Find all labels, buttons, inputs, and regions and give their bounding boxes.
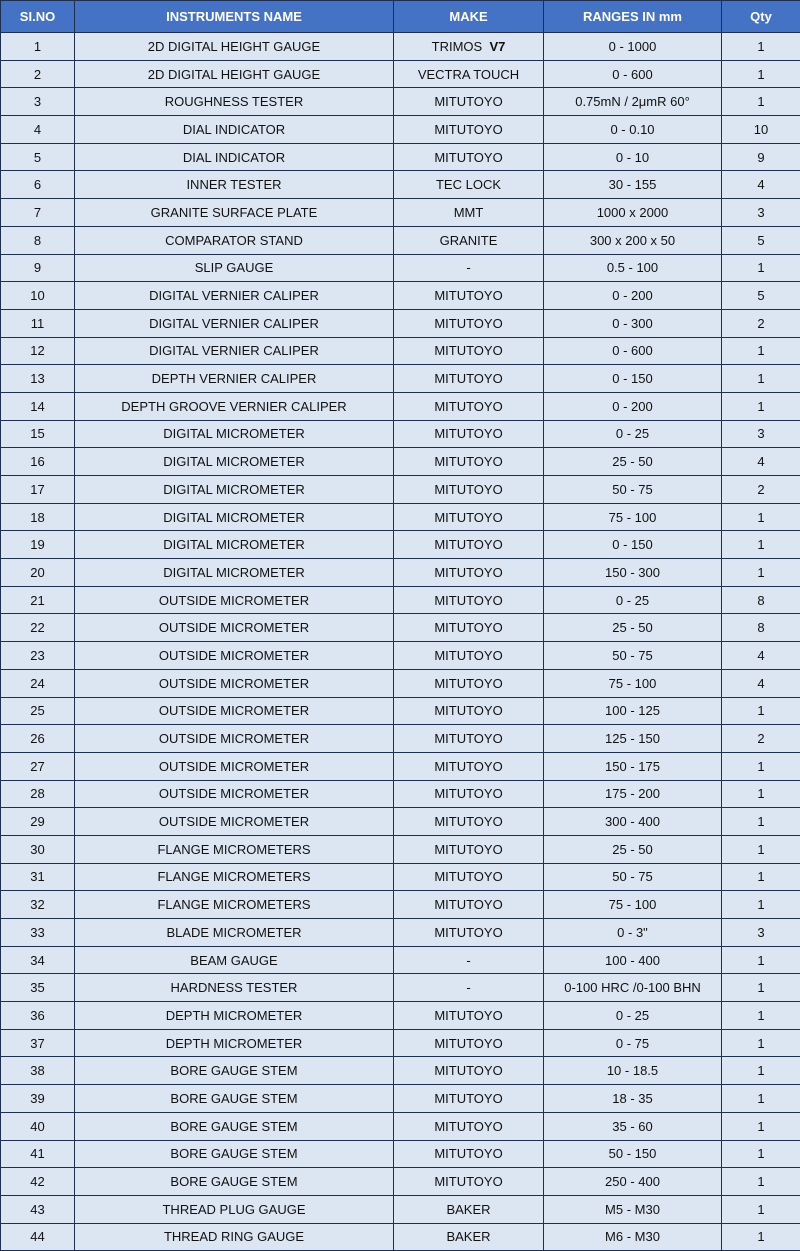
cell-range: 50 - 75 — [544, 476, 722, 504]
cell-make: BAKER — [394, 1195, 544, 1223]
cell-instrument-name: OUTSIDE MICROMETER — [75, 586, 394, 614]
table-row — [1, 365, 800, 393]
header-instruments-name: INSTRUMENTS NAME — [75, 1, 394, 33]
cell-qty: 1 — [722, 891, 800, 919]
cell-range: 175 - 200 — [544, 780, 722, 808]
cell-si-no: 17 — [1, 476, 75, 504]
cell-range: 0 - 10 — [544, 143, 722, 171]
cell-qty: 1 — [722, 1029, 800, 1057]
cell-instrument-name: OUTSIDE MICROMETER — [75, 669, 394, 697]
cell-instrument-name: OUTSIDE MICROMETER — [75, 780, 394, 808]
cell-make: VECTRA TOUCH — [394, 60, 544, 88]
cell-range: 0.5 - 100 — [544, 254, 722, 282]
cell-range: 0 - 25 — [544, 586, 722, 614]
cell-range: 0.75mN / 2μmR 60° — [544, 88, 722, 116]
table-row — [1, 448, 800, 476]
cell-qty: 1 — [722, 863, 800, 891]
table-row — [1, 337, 800, 365]
cell-si-no: 33 — [1, 919, 75, 947]
cell-make: MITUTOYO — [394, 392, 544, 420]
cell-qty: 3 — [722, 420, 800, 448]
cell-si-no: 26 — [1, 725, 75, 753]
cell-qty: 3 — [722, 199, 800, 227]
table-row — [1, 254, 800, 282]
table-row — [1, 226, 800, 254]
cell-instrument-name: DIGITAL MICROMETER — [75, 503, 394, 531]
table-row — [1, 392, 800, 420]
table-row — [1, 974, 800, 1002]
cell-qty: 1 — [722, 1085, 800, 1113]
cell-range: 25 - 50 — [544, 614, 722, 642]
cell-si-no: 31 — [1, 863, 75, 891]
cell-make: MITUTOYO — [394, 531, 544, 559]
table-row — [1, 835, 800, 863]
cell-range: 18 - 35 — [544, 1085, 722, 1113]
cell-si-no: 25 — [1, 697, 75, 725]
table-body — [1, 33, 800, 1251]
cell-si-no: 10 — [1, 282, 75, 310]
cell-instrument-name: OUTSIDE MICROMETER — [75, 642, 394, 670]
cell-qty: 1 — [722, 337, 800, 365]
cell-make: GRANITE — [394, 226, 544, 254]
table-row — [1, 1002, 800, 1030]
table-row — [1, 891, 800, 919]
cell-si-no: 12 — [1, 337, 75, 365]
cell-range: 25 - 50 — [544, 835, 722, 863]
cell-instrument-name: HARDNESS TESTER — [75, 974, 394, 1002]
cell-make: MITUTOYO — [394, 116, 544, 144]
cell-qty: 1 — [722, 1112, 800, 1140]
cell-range: 0-100 HRC /0-100 BHN — [544, 974, 722, 1002]
table-row — [1, 697, 800, 725]
cell-si-no: 30 — [1, 835, 75, 863]
table-row — [1, 1057, 800, 1085]
cell-instrument-name: SLIP GAUGE — [75, 254, 394, 282]
cell-make: MITUTOYO — [394, 1140, 544, 1168]
cell-qty: 1 — [722, 974, 800, 1002]
cell-make: MITUTOYO — [394, 697, 544, 725]
cell-instrument-name: DIGITAL VERNIER CALIPER — [75, 309, 394, 337]
cell-si-no: 4 — [1, 116, 75, 144]
cell-si-no: 27 — [1, 752, 75, 780]
cell-range: 75 - 100 — [544, 669, 722, 697]
cell-make: MITUTOYO — [394, 559, 544, 587]
cell-instrument-name: THREAD RING GAUGE — [75, 1223, 394, 1251]
cell-qty: 3 — [722, 919, 800, 947]
cell-range: 50 - 75 — [544, 863, 722, 891]
cell-qty: 1 — [722, 392, 800, 420]
cell-si-no: 24 — [1, 669, 75, 697]
cell-instrument-name: DEPTH MICROMETER — [75, 1029, 394, 1057]
cell-si-no: 8 — [1, 226, 75, 254]
cell-instrument-name: INNER TESTER — [75, 171, 394, 199]
cell-si-no: 13 — [1, 365, 75, 393]
cell-instrument-name: BLADE MICROMETER — [75, 919, 394, 947]
cell-si-no: 9 — [1, 254, 75, 282]
cell-instrument-name: BORE GAUGE STEM — [75, 1085, 394, 1113]
header-row — [1, 1, 800, 33]
cell-qty: 4 — [722, 642, 800, 670]
cell-instrument-name: ROUGHNESS TESTER — [75, 88, 394, 116]
table-row — [1, 531, 800, 559]
cell-instrument-name: FLANGE MICROMETERS — [75, 891, 394, 919]
cell-range: 300 - 400 — [544, 808, 722, 836]
cell-si-no: 7 — [1, 199, 75, 227]
cell-qty: 1 — [722, 531, 800, 559]
cell-si-no: 43 — [1, 1195, 75, 1223]
cell-si-no: 29 — [1, 808, 75, 836]
cell-si-no: 40 — [1, 1112, 75, 1140]
cell-make: MITUTOYO — [394, 835, 544, 863]
cell-instrument-name: GRANITE SURFACE PLATE — [75, 199, 394, 227]
cell-instrument-name: OUTSIDE MICROMETER — [75, 752, 394, 780]
cell-instrument-name: BORE GAUGE STEM — [75, 1112, 394, 1140]
cell-qty: 8 — [722, 614, 800, 642]
cell-qty: 1 — [722, 780, 800, 808]
cell-make: MITUTOYO — [394, 1085, 544, 1113]
table-row — [1, 171, 800, 199]
cell-instrument-name: OUTSIDE MICROMETER — [75, 725, 394, 753]
cell-make: MITUTOYO — [394, 1029, 544, 1057]
cell-si-no: 21 — [1, 586, 75, 614]
cell-si-no: 34 — [1, 946, 75, 974]
cell-instrument-name: THREAD PLUG GAUGE — [75, 1195, 394, 1223]
table-row — [1, 669, 800, 697]
cell-qty: 1 — [722, 1140, 800, 1168]
table-row — [1, 60, 800, 88]
cell-qty: 5 — [722, 226, 800, 254]
table-row — [1, 503, 800, 531]
table-row — [1, 1085, 800, 1113]
cell-si-no: 37 — [1, 1029, 75, 1057]
cell-make: MITUTOYO — [394, 780, 544, 808]
cell-si-no: 19 — [1, 531, 75, 559]
cell-qty: 1 — [722, 946, 800, 974]
cell-range: 150 - 175 — [544, 752, 722, 780]
cell-instrument-name: DIGITAL MICROMETER — [75, 448, 394, 476]
cell-instrument-name: DIGITAL VERNIER CALIPER — [75, 337, 394, 365]
cell-instrument-name: OUTSIDE MICROMETER — [75, 697, 394, 725]
table-row — [1, 863, 800, 891]
table-row — [1, 1029, 800, 1057]
cell-qty: 4 — [722, 669, 800, 697]
table-row — [1, 282, 800, 310]
cell-make: MITUTOYO — [394, 586, 544, 614]
cell-instrument-name: DIGITAL MICROMETER — [75, 559, 394, 587]
cell-qty: 1 — [722, 1057, 800, 1085]
cell-make: - — [394, 974, 544, 1002]
cell-qty: 2 — [722, 725, 800, 753]
cell-si-no: 3 — [1, 88, 75, 116]
cell-range: 0 - 300 — [544, 309, 722, 337]
cell-qty: 4 — [722, 448, 800, 476]
cell-range: 150 - 300 — [544, 559, 722, 587]
cell-range: M5 - M30 — [544, 1195, 722, 1223]
table-row — [1, 614, 800, 642]
cell-make: MITUTOYO — [394, 863, 544, 891]
header-ranges: RANGES IN mm — [544, 1, 722, 33]
cell-si-no: 18 — [1, 503, 75, 531]
cell-make: MITUTOYO — [394, 1002, 544, 1030]
cell-instrument-name: 2D DIGITAL HEIGHT GAUGE — [75, 33, 394, 61]
table-row — [1, 143, 800, 171]
cell-range: 0 - 600 — [544, 337, 722, 365]
cell-range: 250 - 400 — [544, 1168, 722, 1196]
cell-range: 50 - 150 — [544, 1140, 722, 1168]
cell-qty: 1 — [722, 835, 800, 863]
table-row — [1, 752, 800, 780]
cell-make: MITUTOYO — [394, 309, 544, 337]
header-si-no: SI.NO — [1, 1, 75, 33]
cell-si-no: 23 — [1, 642, 75, 670]
table-row — [1, 476, 800, 504]
model-label: V7 — [489, 38, 506, 54]
cell-instrument-name: DEPTH GROOVE VERNIER CALIPER — [75, 392, 394, 420]
cell-instrument-name: DEPTH VERNIER CALIPER — [75, 365, 394, 393]
cell-make: MITUTOYO — [394, 420, 544, 448]
cell-instrument-name: DIGITAL VERNIER CALIPER — [75, 282, 394, 310]
cell-range: 10 - 18.5 — [544, 1057, 722, 1085]
cell-make: MITUTOYO — [394, 1057, 544, 1085]
cell-range: 25 - 50 — [544, 448, 722, 476]
table-row — [1, 808, 800, 836]
table-row — [1, 725, 800, 753]
cell-qty: 10 — [722, 116, 800, 144]
table-row — [1, 88, 800, 116]
cell-range: 0 - 75 — [544, 1029, 722, 1057]
cell-range: 35 - 60 — [544, 1112, 722, 1140]
cell-si-no: 20 — [1, 559, 75, 587]
header-qty: Qty — [722, 1, 800, 33]
cell-make: MITUTOYO — [394, 503, 544, 531]
table-row — [1, 559, 800, 587]
cell-si-no: 44 — [1, 1223, 75, 1251]
cell-range: 0 - 200 — [544, 282, 722, 310]
cell-qty: 1 — [722, 808, 800, 836]
cell-make: MITUTOYO — [394, 143, 544, 171]
table-row — [1, 420, 800, 448]
cell-qty: 1 — [722, 365, 800, 393]
cell-si-no: 28 — [1, 780, 75, 808]
cell-make: MMT — [394, 199, 544, 227]
cell-make: MITUTOYO — [394, 642, 544, 670]
cell-instrument-name: DIAL INDICATOR — [75, 143, 394, 171]
cell-si-no: 42 — [1, 1168, 75, 1196]
cell-make — [394, 33, 544, 61]
header-make: MAKE — [394, 1, 544, 33]
cell-qty: 1 — [722, 559, 800, 587]
cell-qty: 1 — [722, 60, 800, 88]
cell-si-no: 1 — [1, 33, 75, 61]
cell-make: MITUTOYO — [394, 891, 544, 919]
cell-qty: 5 — [722, 282, 800, 310]
cell-si-no: 38 — [1, 1057, 75, 1085]
cell-range: 100 - 400 — [544, 946, 722, 974]
cell-instrument-name: BORE GAUGE STEM — [75, 1057, 394, 1085]
cell-instrument-name: DIGITAL MICROMETER — [75, 531, 394, 559]
cell-si-no: 11 — [1, 309, 75, 337]
cell-qty: 9 — [722, 143, 800, 171]
cell-make: - — [394, 946, 544, 974]
cell-make: MITUTOYO — [394, 365, 544, 393]
cell-qty: 2 — [722, 476, 800, 504]
table-row — [1, 33, 800, 61]
table-row — [1, 116, 800, 144]
cell-make: MITUTOYO — [394, 919, 544, 947]
cell-range: 0 - 200 — [544, 392, 722, 420]
cell-make: MITUTOYO — [394, 752, 544, 780]
cell-instrument-name: BEAM GAUGE — [75, 946, 394, 974]
table-row — [1, 780, 800, 808]
cell-si-no: 15 — [1, 420, 75, 448]
cell-range: 0 - 25 — [544, 1002, 722, 1030]
cell-make: BAKER — [394, 1223, 544, 1251]
cell-make: MITUTOYO — [394, 725, 544, 753]
cell-make: MITUTOYO — [394, 448, 544, 476]
cell-range: 0 - 3" — [544, 919, 722, 947]
cell-qty: 1 — [722, 254, 800, 282]
cell-range: 0 - 0.10 — [544, 116, 722, 144]
cell-range: 75 - 100 — [544, 503, 722, 531]
cell-qty: 8 — [722, 586, 800, 614]
cell-qty: 1 — [722, 697, 800, 725]
cell-make: - — [394, 254, 544, 282]
cell-si-no: 22 — [1, 614, 75, 642]
cell-instrument-name: OUTSIDE MICROMETER — [75, 614, 394, 642]
cell-range: M6 - M30 — [544, 1223, 722, 1251]
table-row — [1, 1112, 800, 1140]
table-row — [1, 586, 800, 614]
make-label: TRIMOS — [431, 38, 483, 54]
cell-instrument-name: BORE GAUGE STEM — [75, 1168, 394, 1196]
table-row — [1, 309, 800, 337]
table-row — [1, 1168, 800, 1196]
cell-si-no: 39 — [1, 1085, 75, 1113]
cell-make: MITUTOYO — [394, 1168, 544, 1196]
cell-instrument-name: DIGITAL MICROMETER — [75, 420, 394, 448]
cell-qty: 2 — [722, 309, 800, 337]
cell-range: 0 - 1000 — [544, 33, 722, 61]
table-row — [1, 1195, 800, 1223]
cell-si-no: 41 — [1, 1140, 75, 1168]
cell-qty: 4 — [722, 171, 800, 199]
cell-qty: 1 — [722, 1168, 800, 1196]
cell-make: MITUTOYO — [394, 282, 544, 310]
cell-si-no: 5 — [1, 143, 75, 171]
cell-range: 50 - 75 — [544, 642, 722, 670]
cell-range: 75 - 100 — [544, 891, 722, 919]
table-row — [1, 946, 800, 974]
cell-range: 1000 x 2000 — [544, 199, 722, 227]
cell-range: 30 - 155 — [544, 171, 722, 199]
cell-instrument-name: 2D DIGITAL HEIGHT GAUGE — [75, 60, 394, 88]
cell-make: MITUTOYO — [394, 808, 544, 836]
cell-si-no: 35 — [1, 974, 75, 1002]
cell-make: MITUTOYO — [394, 614, 544, 642]
cell-instrument-name: FLANGE MICROMETERS — [75, 863, 394, 891]
cell-instrument-name: BORE GAUGE STEM — [75, 1140, 394, 1168]
cell-si-no: 32 — [1, 891, 75, 919]
cell-si-no: 6 — [1, 171, 75, 199]
table-row — [1, 919, 800, 947]
cell-range: 125 - 150 — [544, 725, 722, 753]
cell-qty: 1 — [722, 88, 800, 116]
cell-make: MITUTOYO — [394, 1112, 544, 1140]
table-row — [1, 199, 800, 227]
table-row — [1, 1140, 800, 1168]
cell-qty: 1 — [722, 33, 800, 61]
cell-make: MITUTOYO — [394, 669, 544, 697]
cell-make: TEC LOCK — [394, 171, 544, 199]
cell-instrument-name: OUTSIDE MICROMETER — [75, 808, 394, 836]
cell-instrument-name: DEPTH MICROMETER — [75, 1002, 394, 1030]
cell-si-no: 36 — [1, 1002, 75, 1030]
cell-make: MITUTOYO — [394, 88, 544, 116]
cell-qty: 1 — [722, 752, 800, 780]
cell-range: 100 - 125 — [544, 697, 722, 725]
cell-instrument-name: DIAL INDICATOR — [75, 116, 394, 144]
cell-qty: 1 — [722, 1002, 800, 1030]
cell-range: 300 x 200 x 50 — [544, 226, 722, 254]
table-header — [1, 1, 800, 33]
cell-qty: 1 — [722, 1223, 800, 1251]
cell-instrument-name: COMPARATOR STAND — [75, 226, 394, 254]
cell-si-no: 16 — [1, 448, 75, 476]
cell-range: 0 - 25 — [544, 420, 722, 448]
table-row — [1, 1223, 800, 1251]
cell-si-no: 14 — [1, 392, 75, 420]
cell-qty: 1 — [722, 1195, 800, 1223]
cell-si-no: 2 — [1, 60, 75, 88]
cell-make: MITUTOYO — [394, 476, 544, 504]
cell-instrument-name: DIGITAL MICROMETER — [75, 476, 394, 504]
table-row — [1, 642, 800, 670]
cell-range: 0 - 150 — [544, 365, 722, 393]
cell-instrument-name: FLANGE MICROMETERS — [75, 835, 394, 863]
cell-range: 0 - 150 — [544, 531, 722, 559]
cell-make: MITUTOYO — [394, 337, 544, 365]
cell-qty: 1 — [722, 503, 800, 531]
cell-range: 0 - 600 — [544, 60, 722, 88]
